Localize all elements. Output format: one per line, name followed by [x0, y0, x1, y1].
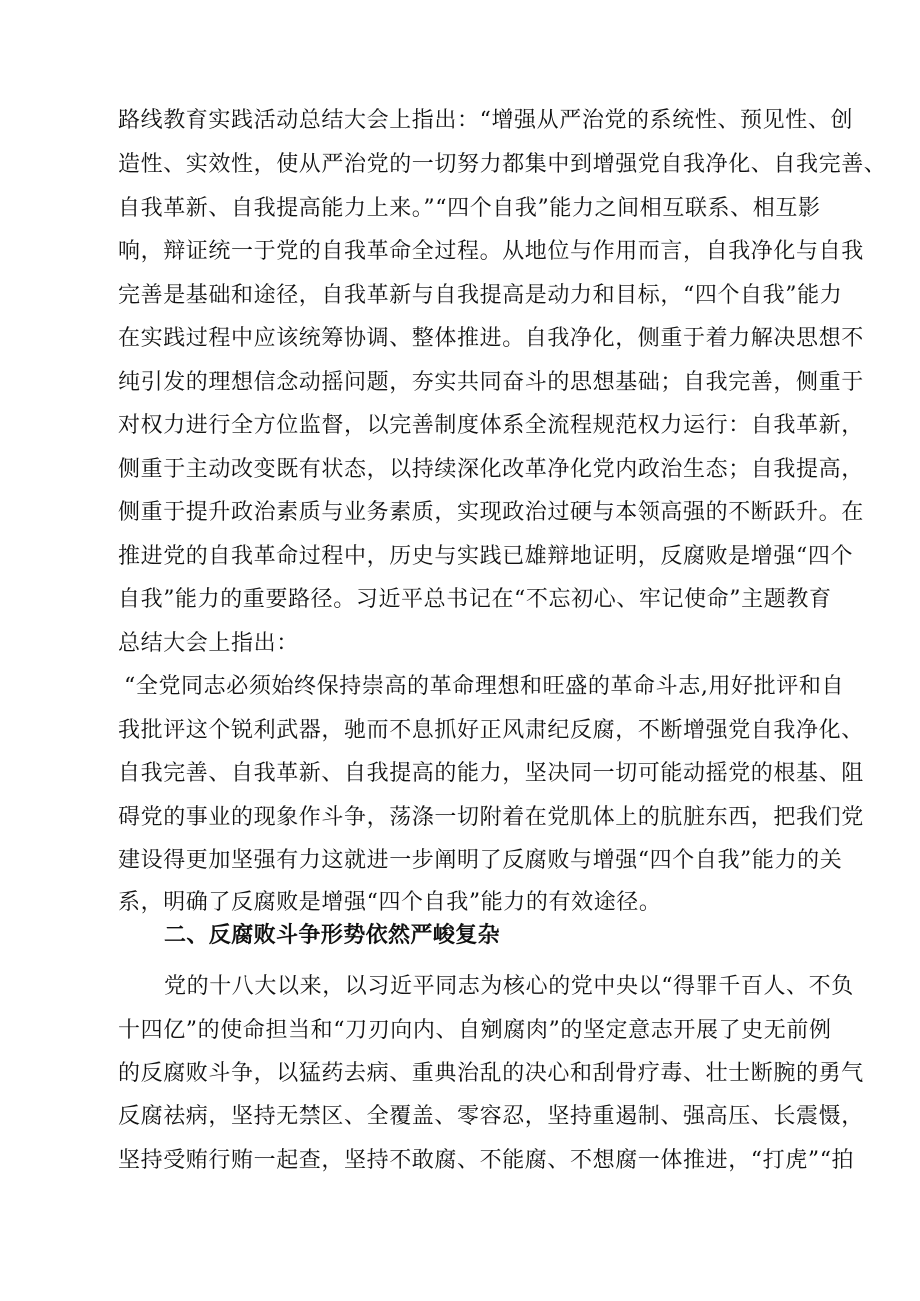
paragraph-1-line-6: 在实践过程中应该统筹协调、整体推进。自我净化，侧重于着力解决思想不	[118, 326, 864, 351]
paragraph-1-line-4: 响，辩证统一于党的自我革命全过程。从地位与作用而言，自我净化与自我	[118, 239, 864, 264]
paragraph-3-line-2: 十四亿”的使命担当和“刀刃向内、自剜腐肉”的坚定意志开展了史无前例	[118, 1018, 832, 1043]
paragraph-2-line-4: 碍党的事业的现象作斗争，荡涤一切附着在党肌体上的肮脏东西，把我们党	[118, 805, 864, 830]
paragraph-2-line-1: “全党同志必须始终保持崇高的革命理想和旺盛的革命斗志,用好批评和自	[124, 674, 845, 699]
paragraph-2-line-6: 系，明确了反腐败是增强“四个自我”能力的有效途径。	[118, 890, 662, 915]
paragraph-1-line-2: 造性、实效性，使从严治党的一切努力都集中到增强党自我净化、自我完善、	[118, 152, 887, 177]
paragraph-1-line-12: 自我”能力的重要路径。习近平总书记在“不忘初心、牢记使命”主题教育	[118, 587, 832, 612]
paragraph-1-line-1: 路线教育实践活动总结大会上指出：“增强从严治党的系统性、预见性、创	[118, 108, 854, 133]
paragraph-1-line-8: 对权力进行全方位监督，以完善制度体系全流程规范权力运行：自我革新，	[118, 413, 864, 438]
paragraph-1-line-9: 侧重于主动改变既有状态，以持续深化改革净化党内政治生态；自我提高，	[118, 457, 864, 482]
section-heading: 二、反腐败斗争形势依然严峻复杂	[164, 923, 501, 948]
paragraph-1-line-7: 纯引发的理想信念动摇问题，夯实共同奋斗的思想基础；自我完善，侧重于	[118, 370, 864, 395]
paragraph-3-line-3: 的反腐败斗争，以猛药去病、重典治乱的决心和刮骨疗毒、壮士断腕的勇气	[118, 1061, 864, 1086]
paragraph-3-line-4: 反腐祛病，坚持无禁区、全覆盖、零容忍，坚持重遏制、强高压、长震慑，	[118, 1104, 864, 1129]
paragraph-1-line-13: 总结大会上指出：	[118, 631, 299, 656]
paragraph-2-line-5: 建设得更加坚强有力这就进一步阐明了反腐败与增强“四个自我”能力的关	[118, 848, 843, 873]
paragraph-1-line-5: 完善是基础和途径，自我革新与自我提高是动力和目标，“四个自我”能力	[118, 283, 843, 308]
paragraph-2-line-2: 我批评这个锐利武器，驰而不息抓好正风肃纪反腐，不断增强党自我净化、	[118, 718, 864, 743]
paragraph-1-line-3: 自我革新、自我提高能力上来。”“四个自我”能力之间相互联系、相互影	[118, 196, 821, 221]
paragraph-1-line-10: 侧重于提升政治素质与业务素质，实现政治过硬与本领高强的不断跃升。在	[118, 500, 864, 525]
paragraph-3-line-1: 党的十八大以来，以习近平同志为核心的党中央以“得罪千百人、不负	[164, 974, 854, 999]
paragraph-3-line-5: 坚持受贿行贿一起查，坚持不敢腐、不能腐、不想腐一体推进，“打虎”“拍	[118, 1148, 855, 1173]
paragraph-1-line-11: 推进党的自我革命过程中，历史与实践已雄辩地证明，反腐败是增强“四个	[118, 544, 854, 569]
paragraph-2-line-3: 自我完善、自我革新、自我提高的能力，坚决同一切可能动摇党的根基、阻	[118, 761, 864, 786]
